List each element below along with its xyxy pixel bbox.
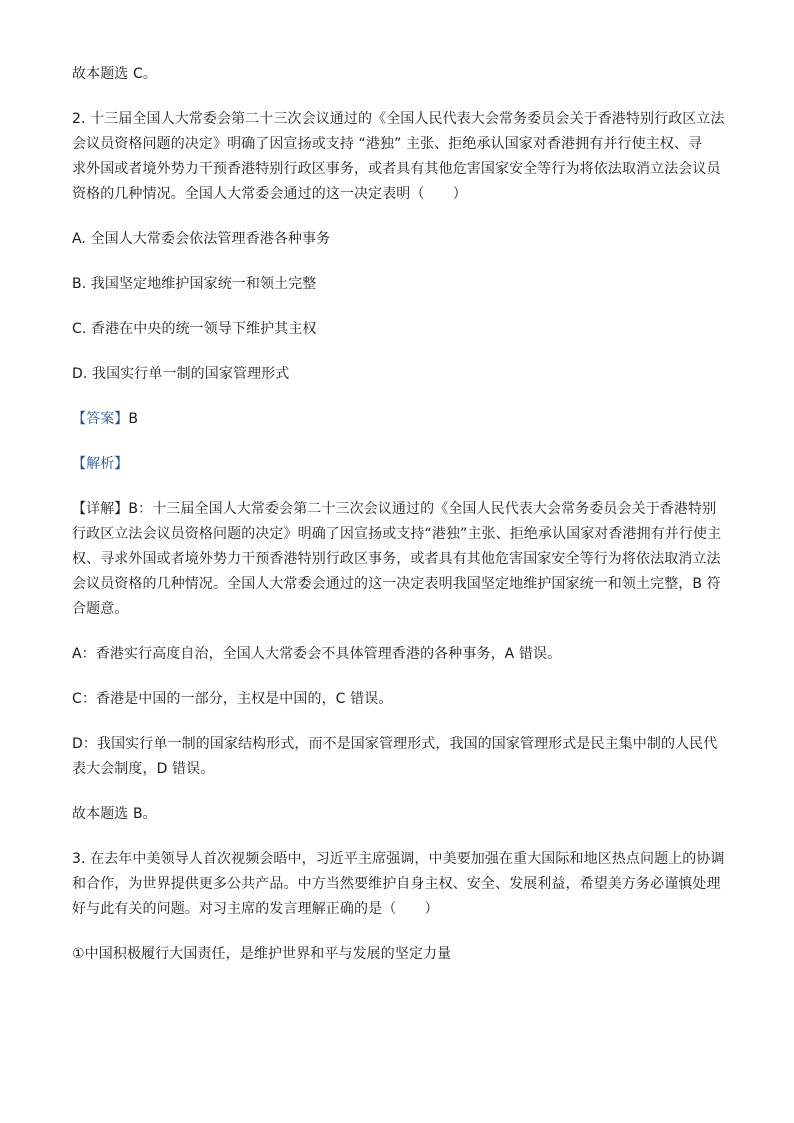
detail-line: 权、寻求外国或者境外势力干预香港特别行政区事务，或者具有其他危害国家安全等行为将依法取消立法 [72, 551, 721, 567]
q2-detail [72, 497, 724, 622]
q2-option-d-text: D. 我国实行单一制的国家管理形式 [72, 366, 290, 382]
q2-conclusion [72, 802, 724, 827]
q2-analysis [72, 452, 724, 477]
q3-stem-line: 3. 在去年中美领导人首次视频会晤中，习近平主席强调，中美要加强在重大国际和地区热点问题上的协调 [72, 851, 725, 867]
q3-stem-line: 和合作，为世界提供更多公共产品。中方当然要维护自身主权、安全、发展利益，希望美方务必谨慎处理 [72, 876, 721, 892]
q2-option-b [72, 272, 724, 297]
detail-tag: 【详解】 [72, 501, 129, 517]
q2-stem [72, 107, 724, 207]
q2-option-a [72, 227, 724, 252]
analysis-tag: 【解析】 [72, 456, 129, 472]
q2-answer [72, 407, 724, 432]
q2-stem-line: 资格的几种情况。全国人大常委会通过的这一决定表明（ ） [72, 186, 467, 202]
answer-tag: 【答案】 [72, 411, 129, 427]
q2-option-d [72, 362, 724, 387]
q3-stem-line: 好与此有关的问题。对习主席的发言理解正确的是（ ） [72, 901, 439, 917]
document-page [72, 62, 724, 987]
q2-option-c-text: C. 香港在中央的统一领导下维护其主权 [72, 321, 317, 337]
q2-stem-line: 会议员资格问题的决定》明确了因宣扬或支持 “港独” 主张、拒绝承认国家对香港拥有并行使主权、寻 [72, 136, 703, 152]
q2-explain-c [72, 687, 724, 712]
q2-explain-d [72, 732, 724, 782]
detail-line: 合题意。 [72, 601, 129, 617]
q3-item-1-text: ①中国积极履行大国责任，是维护世界和平与发展的坚定力量 [72, 946, 452, 962]
q1-conclusion [72, 62, 724, 87]
explain-d-line: D：我国实行单一制的国家结构形式，而不是国家管理形式，我国的国家管理形式是民主集中制的人民代 [72, 736, 718, 752]
q2-option-b-text: B. 我国坚定地维护国家统一和领土完整 [72, 276, 317, 292]
q3-stem [72, 847, 724, 922]
detail-line: 会议员资格的几种情况。全国人大常委会通过的这一决定表明我国坚定地维护国家统一和领土完整，B 符 [72, 576, 721, 592]
q2-option-a-text: A. 全国人大常委会依法管理香港各种事务 [72, 231, 331, 247]
q2-explain-a [72, 642, 724, 667]
q2-option-c [72, 317, 724, 342]
q2-conclusion-text: 故本题选 B。 [72, 806, 157, 822]
answer-value: B [128, 411, 139, 427]
detail-line: B：十三届全国人大常委会第二十三次会议通过的《全国人民代表大会常务委员会关于香港特别 [128, 501, 717, 517]
explain-a-text: A：香港实行高度自治，全国人大常委会不具体管理香港的各种事务，A 错误。 [72, 646, 562, 662]
q3-item-1 [72, 942, 724, 967]
explain-d-line: 表大会制度，D 错误。 [72, 761, 215, 777]
q2-stem-line: 求外国或者境外势力干预香港特别行政区事务，或者具有其他危害国家安全等行为将依法取消立法会议员 [72, 161, 721, 177]
q2-stem-line: 2. 十三届全国人大常委会第二十三次会议通过的《全国人民代表大会常务委员会关于香港特别行政区立法 [72, 111, 725, 127]
explain-c-text: C：香港是中国的一部分，主权是中国的，C 错误。 [72, 691, 393, 707]
q1-conclusion-text: 故本题选 C。 [72, 66, 157, 82]
detail-line: 行政区立法会议员资格问题的决定》明确了因宣扬或支持“港独”主张、拒绝承认国家对香港拥有并行使主 [72, 526, 722, 542]
